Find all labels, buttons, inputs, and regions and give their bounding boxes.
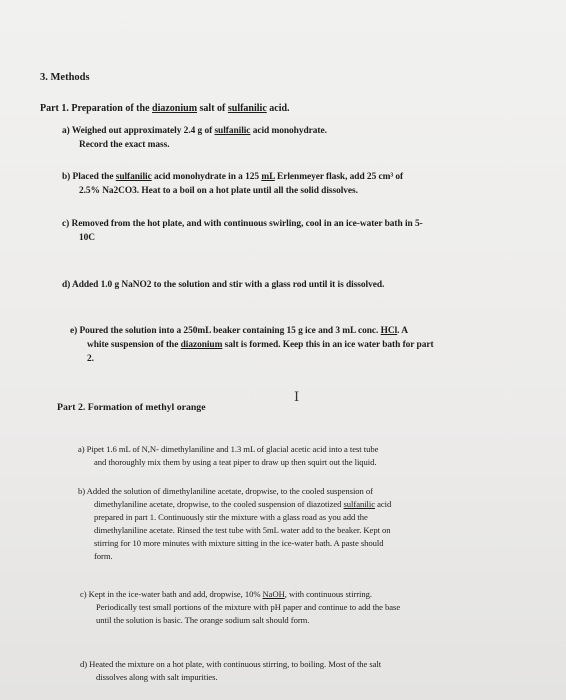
p1-e-diazonium: diazonium: [180, 340, 223, 350]
p2-b-sulfanilic: sulfanilic: [343, 499, 375, 509]
p1-e-hcl: HCl: [380, 326, 398, 336]
p1-b-line1: [62, 172, 403, 182]
p2-d-line1: d) Heated the mixture on a hot plate, with continuous stirring, to boiling. Most of the salt: [80, 659, 382, 669]
p1-b-line2: 2.5% Na2CO3. Heat to a boil on a hot plate until all the solid dissolves.: [79, 186, 358, 196]
p1-e-line1: [70, 326, 408, 336]
p2-c-line3: until the solution is basic. The orange sodium salt should form.: [96, 615, 310, 625]
p1-b-sulfanilic: sulfanilic: [115, 172, 152, 182]
p2-b-line4: dimethylaniline acetate. Rinsed the test tube with 5mL water add to the beaker. Kept on: [94, 525, 391, 535]
p1-b-text-end: Erlenmeyer flask, add 25 cm³ of: [274, 172, 404, 182]
part1-heading: [40, 103, 290, 114]
p2-c-line1: [80, 589, 372, 599]
p2-c-text: c) Kept in the ice-water bath and add, dropwise, 10%: [80, 589, 263, 599]
part1-heading-diazonium: diazonium: [152, 103, 198, 114]
part2-heading-text: Part 2. Formation of methyl orange: [57, 402, 206, 413]
p1-e-line3: 2.: [87, 354, 94, 364]
p1-e-text2-end: salt is formed. Keep this in an ice water bath for part: [222, 340, 434, 350]
p2-b-line6: form.: [94, 551, 113, 561]
text-cursor-icon: I: [294, 390, 300, 405]
p1-a-sulfanilic: sulfanilic: [214, 126, 251, 136]
p1-a-text: a) Weighed out approximately 2.4 g of: [62, 126, 215, 136]
p2-b-line1: b) Added the solution of dimethylaniline acetate, dropwise, to the cooled suspension of: [78, 486, 373, 496]
p2-b-line5: stirring for 10 more minutes with mixture sitting in the ice-water bath. A paste should: [94, 538, 384, 548]
p1-d-line1: d) Added 1.0 g NaNO2 to the solution and stir with a glass rod until it is dissolved.: [62, 280, 385, 290]
p2-c-text-end: , with continuous stirring.: [284, 589, 372, 599]
p1-b-text: b) Placed the: [62, 172, 116, 182]
part1-heading-sulfanilic: sulfanilic: [227, 103, 267, 114]
part1-heading-text-mid: salt of: [197, 103, 228, 114]
p1-a-line1: [62, 126, 327, 136]
part2-heading: [57, 402, 206, 413]
p2-b-line3: prepared in part 1. Continuously stir the mixture with a glass road as you add the: [94, 512, 368, 522]
section-title: 3. Methods: [40, 72, 90, 83]
p2-a-line1: a) Pipet 1.6 mL of N,N- dimethylaniline and 1.3 mL of glacial acetic acid into a test tube: [78, 444, 379, 454]
p1-e-text2: white suspension of the: [87, 340, 181, 350]
p2-c-line2: Periodically test small portions of the mixture with pH paper and continue to add the base: [96, 602, 401, 612]
p1-a-text-end: acid monohydrate.: [250, 126, 327, 136]
part1-heading-text-end: acid.: [266, 103, 290, 114]
p2-a-line2: and thoroughly mix them by using a teat piper to draw up then squirt out the liquid.: [94, 457, 377, 467]
p2-b-text: dimethylaniline acetate, dropwise, to the cooled suspension of diazotized: [94, 499, 344, 509]
part1-heading-text: Part 1. Preparation of the: [40, 103, 153, 114]
p1-e-line2: [87, 340, 434, 350]
p1-c-line1: c) Removed from the hot plate, and with continuous swirling, cool in an ice-water bath in 5-: [62, 219, 423, 229]
p1-e-text: e) Poured the solution into a 250mL beaker containing 15 g ice and 3 mL conc.: [70, 326, 381, 336]
p1-b-text-mid: acid monohydrate in a 125: [151, 172, 262, 182]
p2-c-naoh: NaOH: [262, 589, 285, 599]
p1-c-line2: 10C: [79, 233, 95, 243]
p2-b-line2: [94, 499, 391, 509]
p1-b-ml: mL: [261, 172, 275, 182]
p1-e-text-end: . A: [397, 326, 408, 336]
p2-b-text-end: acid: [375, 499, 392, 509]
p2-d-line2: dissolves along with salt impurities.: [96, 672, 218, 682]
p1-a-line2: Record the exact mass.: [79, 140, 170, 150]
